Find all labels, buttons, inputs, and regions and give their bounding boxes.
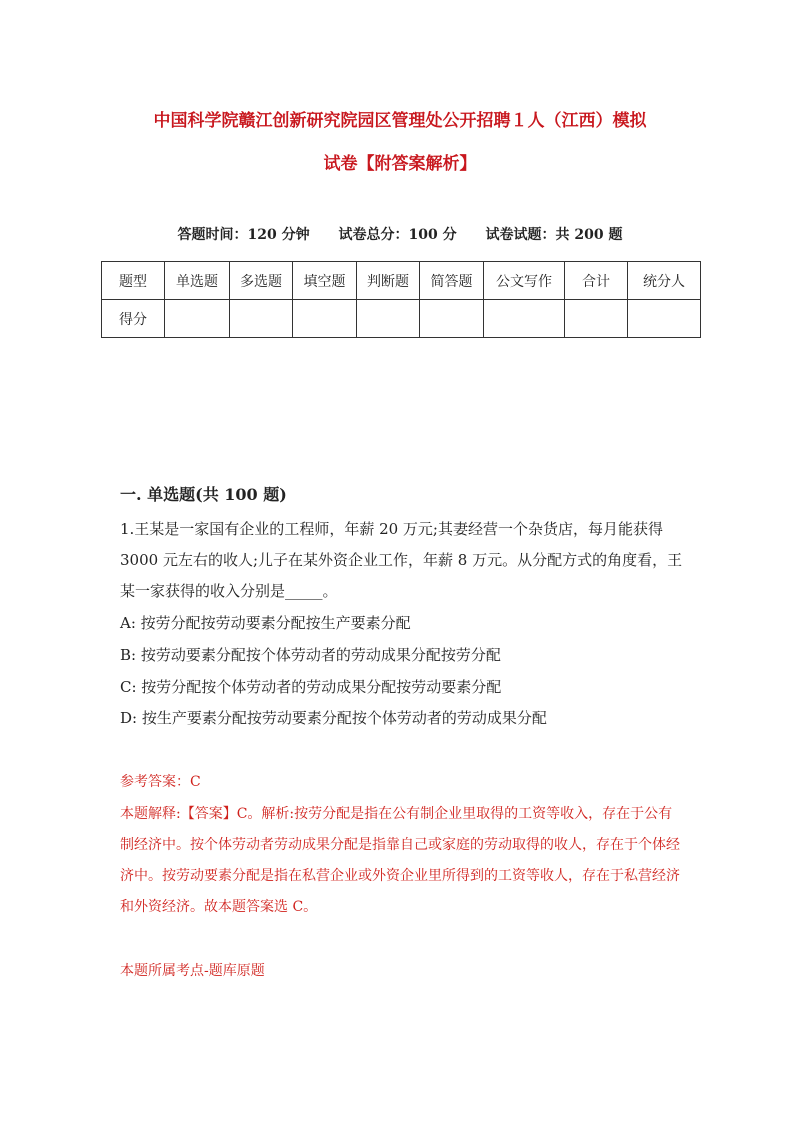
header-cell-short: 简答题 xyxy=(420,262,484,300)
answer-explanation: 本题解释:【答案】C。解析:按劳分配是指在公有制企业里取得的工资等收入，存在于公有制经济中。按个体劳动者劳动成果分配是指靠自己或家庭的劳动取得的收人，存在于个体经济中。按劳动要素分配是指在私营企业或外资企业里所得到的工资等收人，存在于私营经济和外资经济。故本题答案选 C。 xyxy=(120,806,680,915)
option-b: B: 按劳动要素分配按个体劳动者的劳动成果分配按劳分配 xyxy=(120,646,501,664)
exam-time: 答题时间：120 分钟 xyxy=(177,227,310,243)
score-table-header-row xyxy=(102,262,701,300)
header-cell-total: 合计 xyxy=(565,262,628,300)
score-cell xyxy=(420,300,484,338)
option-c: C: 按劳分配按个体劳动者的劳动成果分配按劳动要素分配 xyxy=(120,678,502,696)
header-cell-fill: 填空题 xyxy=(293,262,357,300)
row-label-score: 得分 xyxy=(102,300,165,338)
score-cell xyxy=(230,300,293,338)
reference-answer: 参考答案：C xyxy=(120,774,201,790)
score-cell xyxy=(565,300,628,338)
document-title-line-2: 试卷【附答案解析】 xyxy=(323,154,477,174)
section-heading: 一. 单选题(共 100 题) xyxy=(120,485,287,504)
header-cell-writing: 公文写作 xyxy=(484,262,565,300)
exam-total-score: 试卷总分：100 分 xyxy=(338,227,457,243)
question-stem: 1.王某是一家国有企业的工程师，年薪 20 万元;其妻经营一个杂货店，每月能获得 3000 元左右的收人;儿子在某外资企业工作，年薪 8 万元。从分配方式的角度看，王某一家获得的收入分别是_____。 xyxy=(120,520,683,600)
header-cell-type: 题型 xyxy=(102,262,165,300)
option-a: A: 按劳分配按劳动要素分配按生产要素分配 xyxy=(120,614,411,632)
question-knowledge-point: 本题所属考点-题库原题 xyxy=(120,963,265,979)
header-cell-single: 单选题 xyxy=(165,262,230,300)
score-cell xyxy=(293,300,357,338)
score-cell xyxy=(628,300,701,338)
score-table-score-row xyxy=(102,300,701,338)
option-d: D: 按生产要素分配按劳动要素分配按个体劳动者的劳动成果分配 xyxy=(120,709,547,727)
exam-question-count: 试卷试题：共 200 题 xyxy=(485,227,623,243)
header-cell-multi: 多选题 xyxy=(230,262,293,300)
exam-meta xyxy=(100,224,700,244)
score-cell xyxy=(357,300,420,338)
header-cell-judge: 判断题 xyxy=(357,262,420,300)
header-cell-scorer: 统分人 xyxy=(628,262,701,300)
score-table xyxy=(101,261,701,338)
document-title-line-1: 中国科学院赣江创新研究院园区管理处公开招聘１人（江西）模拟 xyxy=(153,111,647,131)
score-cell xyxy=(165,300,230,338)
score-cell xyxy=(484,300,565,338)
